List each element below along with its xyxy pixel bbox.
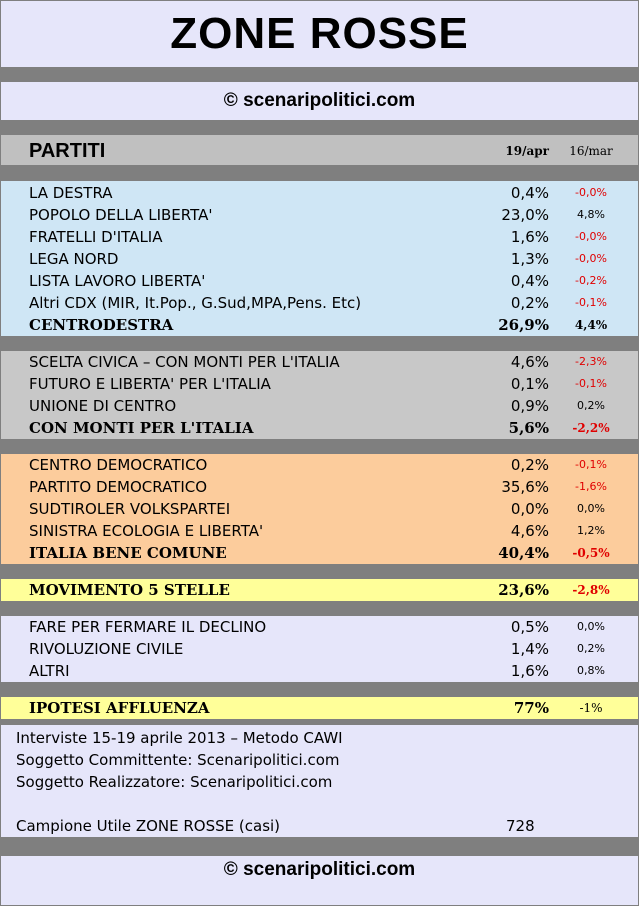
table-row bbox=[1, 226, 638, 248]
party-name: Altri CDX (MIR, It.Pop., G.Sud,MPA,Pens. Etc) bbox=[29, 294, 362, 312]
table-row bbox=[1, 182, 638, 204]
table-row bbox=[1, 292, 638, 314]
group-name: ITALIA BENE COMUNE bbox=[29, 544, 227, 562]
divider bbox=[1, 682, 638, 697]
party-name: PARTITO DEMOCRATICO bbox=[29, 478, 208, 496]
value-change: 0,8% bbox=[577, 664, 605, 677]
table-row bbox=[1, 395, 638, 417]
info-line bbox=[1, 727, 638, 749]
value-change: 0,0% bbox=[577, 502, 605, 515]
table-row bbox=[1, 476, 638, 498]
value-current: 77% bbox=[513, 699, 549, 717]
value-current: 0,9% bbox=[510, 397, 549, 415]
divider bbox=[1, 67, 638, 82]
info-realizzatore: Soggetto Realizzatore: Scenaripolitici.com bbox=[16, 773, 333, 791]
table-row bbox=[1, 204, 638, 226]
campione-label: Campione Utile ZONE ROSSE (casi) bbox=[16, 817, 281, 835]
value-current: 5,6% bbox=[508, 419, 549, 437]
table-row bbox=[1, 373, 638, 395]
value-change: -0,0% bbox=[575, 230, 607, 243]
party-name: RIVOLUZIONE CIVILE bbox=[29, 640, 184, 658]
value-current: 0,2% bbox=[510, 456, 549, 474]
party-name: LEGA NORD bbox=[29, 250, 119, 268]
party-name: FARE PER FERMARE IL DECLINO bbox=[29, 618, 267, 636]
site-credit-top: © scenaripolitici.com bbox=[223, 90, 416, 111]
group-total-row bbox=[1, 314, 638, 336]
value-current: 40,4% bbox=[498, 544, 549, 562]
group-affluenza bbox=[1, 697, 638, 719]
value-change: -1% bbox=[579, 701, 603, 715]
header-partiti: PARTITI bbox=[29, 140, 106, 162]
value-change: -0,1% bbox=[575, 377, 607, 390]
table-row bbox=[1, 660, 638, 682]
party-name: FUTURO E LIBERTA' PER L'ITALIA bbox=[29, 375, 271, 393]
divider bbox=[1, 439, 638, 454]
party-name: FRATELLI D'ITALIA bbox=[29, 228, 163, 246]
value-change: -0,0% bbox=[575, 186, 607, 199]
party-name: UNIONE DI CENTRO bbox=[29, 397, 177, 415]
table-row bbox=[1, 270, 638, 292]
table-row bbox=[1, 616, 638, 638]
value-current: 0,4% bbox=[510, 184, 549, 202]
info-method: Interviste 15-19 aprile 2013 – Metodo CAWI bbox=[16, 729, 343, 747]
affluenza-label: IPOTESI AFFLUENZA bbox=[29, 699, 210, 717]
value-current: 4,6% bbox=[510, 353, 549, 371]
survey-info bbox=[1, 725, 638, 837]
party-name: LA DESTRA bbox=[29, 184, 113, 202]
page-title: ZONE ROSSE bbox=[1, 1, 638, 67]
table-row bbox=[1, 520, 638, 542]
info-spacer bbox=[1, 793, 638, 815]
value-change: -2,8% bbox=[572, 583, 610, 597]
value-change: -0,1% bbox=[575, 458, 607, 471]
value-change: 0,2% bbox=[577, 399, 605, 412]
value-change: -2,3% bbox=[575, 355, 607, 368]
party-name: SINISTRA ECOLOGIA E LIBERTA' bbox=[29, 522, 264, 540]
campione-value: 728 bbox=[506, 817, 535, 835]
group-monti bbox=[1, 351, 638, 439]
value-change: -0,5% bbox=[572, 546, 610, 560]
value-current: 23,0% bbox=[501, 206, 549, 224]
table-row bbox=[1, 351, 638, 373]
value-current: 0,0% bbox=[510, 500, 549, 518]
group-total-row bbox=[1, 542, 638, 564]
group-name: CON MONTI PER L'ITALIA bbox=[29, 419, 254, 437]
party-name: SUDTIROLER VOLKSPARTEI bbox=[29, 500, 231, 518]
info-line bbox=[1, 749, 638, 771]
info-line bbox=[1, 771, 638, 793]
divider bbox=[1, 165, 638, 181]
value-current: 26,9% bbox=[498, 316, 549, 334]
group-others bbox=[1, 616, 638, 682]
group-name: MOVIMENTO 5 STELLE bbox=[29, 581, 230, 599]
group-centrosinistra bbox=[1, 454, 638, 564]
value-change: -1,6% bbox=[575, 480, 607, 493]
value-current: 1,6% bbox=[510, 662, 549, 680]
divider bbox=[1, 564, 638, 579]
group-total-row bbox=[1, 417, 638, 439]
divider bbox=[1, 336, 638, 351]
table-row bbox=[1, 498, 638, 520]
value-current: 23,6% bbox=[498, 581, 549, 599]
value-change: 0,0% bbox=[577, 620, 605, 633]
value-current: 1,3% bbox=[510, 250, 549, 268]
info-committente: Soggetto Committente: Scenaripolitici.com bbox=[16, 751, 340, 769]
site-credit-bottom: © scenaripolitici.com bbox=[223, 859, 416, 880]
value-change: 4,4% bbox=[574, 318, 608, 332]
group-centrodestra bbox=[1, 181, 638, 336]
value-current: 0,2% bbox=[510, 294, 549, 312]
value-current: 1,6% bbox=[510, 228, 549, 246]
table-row bbox=[1, 638, 638, 660]
group-m5s bbox=[1, 579, 638, 601]
value-change: 0,2% bbox=[577, 642, 605, 655]
value-current: 0,1% bbox=[510, 375, 549, 393]
divider bbox=[1, 601, 638, 616]
header-date-previous: 16/mar bbox=[569, 144, 613, 158]
value-current: 4,6% bbox=[510, 522, 549, 540]
table-row bbox=[1, 454, 638, 476]
value-change: -0,1% bbox=[575, 296, 607, 309]
value-change: 4,8% bbox=[577, 208, 605, 221]
group-total-row bbox=[1, 579, 638, 601]
header-date-current: 19/apr bbox=[505, 144, 549, 158]
divider bbox=[1, 120, 638, 135]
group-name: CENTRODESTRA bbox=[29, 316, 174, 334]
value-change: 1,2% bbox=[577, 524, 605, 537]
value-current: 0,4% bbox=[510, 272, 549, 290]
party-name: CENTRO DEMOCRATICO bbox=[29, 456, 208, 474]
value-change: -2,2% bbox=[572, 421, 610, 435]
value-current: 35,6% bbox=[501, 478, 549, 496]
info-line bbox=[1, 815, 638, 837]
party-name: ALTRI bbox=[29, 662, 70, 680]
value-change: -0,0% bbox=[575, 252, 607, 265]
affluenza-row bbox=[1, 697, 638, 719]
divider bbox=[1, 837, 638, 856]
table-row bbox=[1, 248, 638, 270]
party-name: SCELTA CIVICA – CON MONTI PER L'ITALIA bbox=[29, 353, 340, 371]
value-current: 1,4% bbox=[510, 640, 549, 658]
value-change: -0,2% bbox=[575, 274, 607, 287]
table-header bbox=[1, 135, 638, 165]
party-name: POPOLO DELLA LIBERTA' bbox=[29, 206, 213, 224]
value-current: 0,5% bbox=[510, 618, 549, 636]
party-name: LISTA LAVORO LIBERTA' bbox=[29, 272, 206, 290]
